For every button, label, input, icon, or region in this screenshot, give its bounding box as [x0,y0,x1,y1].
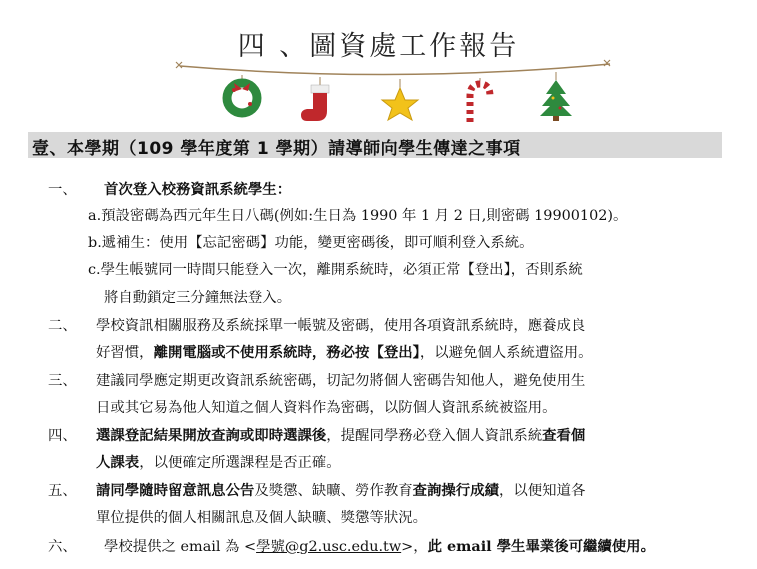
wreath-icon [227,75,257,113]
christmas-garland [170,58,620,128]
item-number-1: 一、 [48,182,77,198]
item-2-line-1: 學校資訊相關服務及系統採單一帳號及密碼，使用各項資訊系統時，應養成良 [96,318,586,334]
item-number-5: 五、 [48,483,77,499]
item-4-line-1: 選課登記結果開放查詢或即時選課後，提醒同學務必登入個人資訊系統查看個 [96,427,586,444]
item-1-a: a.預設密碼為西元年生日八碼(例如:生日為 1990 年 1 月 2 日,則密碼 19900102)。 [88,208,628,224]
item-6-line-1: 學校提供之 email 為 <學號@g2.usc.edu.tw>，此 email 學生畢業後可繼續使用。 [104,538,655,555]
section-banner [28,132,722,158]
item-3-line-1: 建議同學應定期更改資訊系統密碼，切記勿將個人密碼告知他人，避免使用生 [96,373,586,389]
email-link[interactable]: 學號@g2.usc.edu.tw [256,539,402,555]
item-number-2: 二、 [48,318,77,334]
item-1-c-cont: 將自動鎖定三分鐘無法登入。 [104,290,292,306]
item-number-4: 四、 [48,428,77,444]
item-5-line-1: 請同學隨時留意訊息公告及獎懲、缺曠、勞作教育查詢操行成績，以便知道各 [96,482,586,499]
star-icon [382,79,418,120]
page-title: 四 、圖資處工作報告 [237,31,520,62]
candy-cane-icon [470,78,490,122]
item-1-b: b.遞補生：使用【忘記密碼】功能，變更密碼後，即可順利登入系統。 [88,235,534,251]
stocking-icon [301,77,329,121]
item-4-line-2: 人課表，以便確定所選課程是否正確。 [96,454,341,471]
item-number-3: 三、 [48,373,77,389]
item-5-line-2: 單位提供的個人相關訊息及個人缺曠、獎懲等狀況。 [96,510,427,526]
item-1-c: c.學生帳號同一時間只能登入一次，離開系統時，必須正常【登出】，否則系統 [88,262,583,278]
section-heading: 壹、本學期（109 學年度第 1 學期）請導師向學生傳達之事項 [32,139,521,159]
item-number-6: 六、 [48,539,77,555]
item-2-line-2: 好習慣，離開電腦或不使用系統時，務必按【登出】，以避免個人系統遭盜用。 [96,344,593,361]
item-3-line-2: 日或其它易為他人知道之個人資料作為密碼，以防個人資訊系統被盜用。 [96,400,557,416]
tree-icon [540,72,572,121]
item-1-heading: 首次登入校務資訊系統學生： [104,181,292,198]
